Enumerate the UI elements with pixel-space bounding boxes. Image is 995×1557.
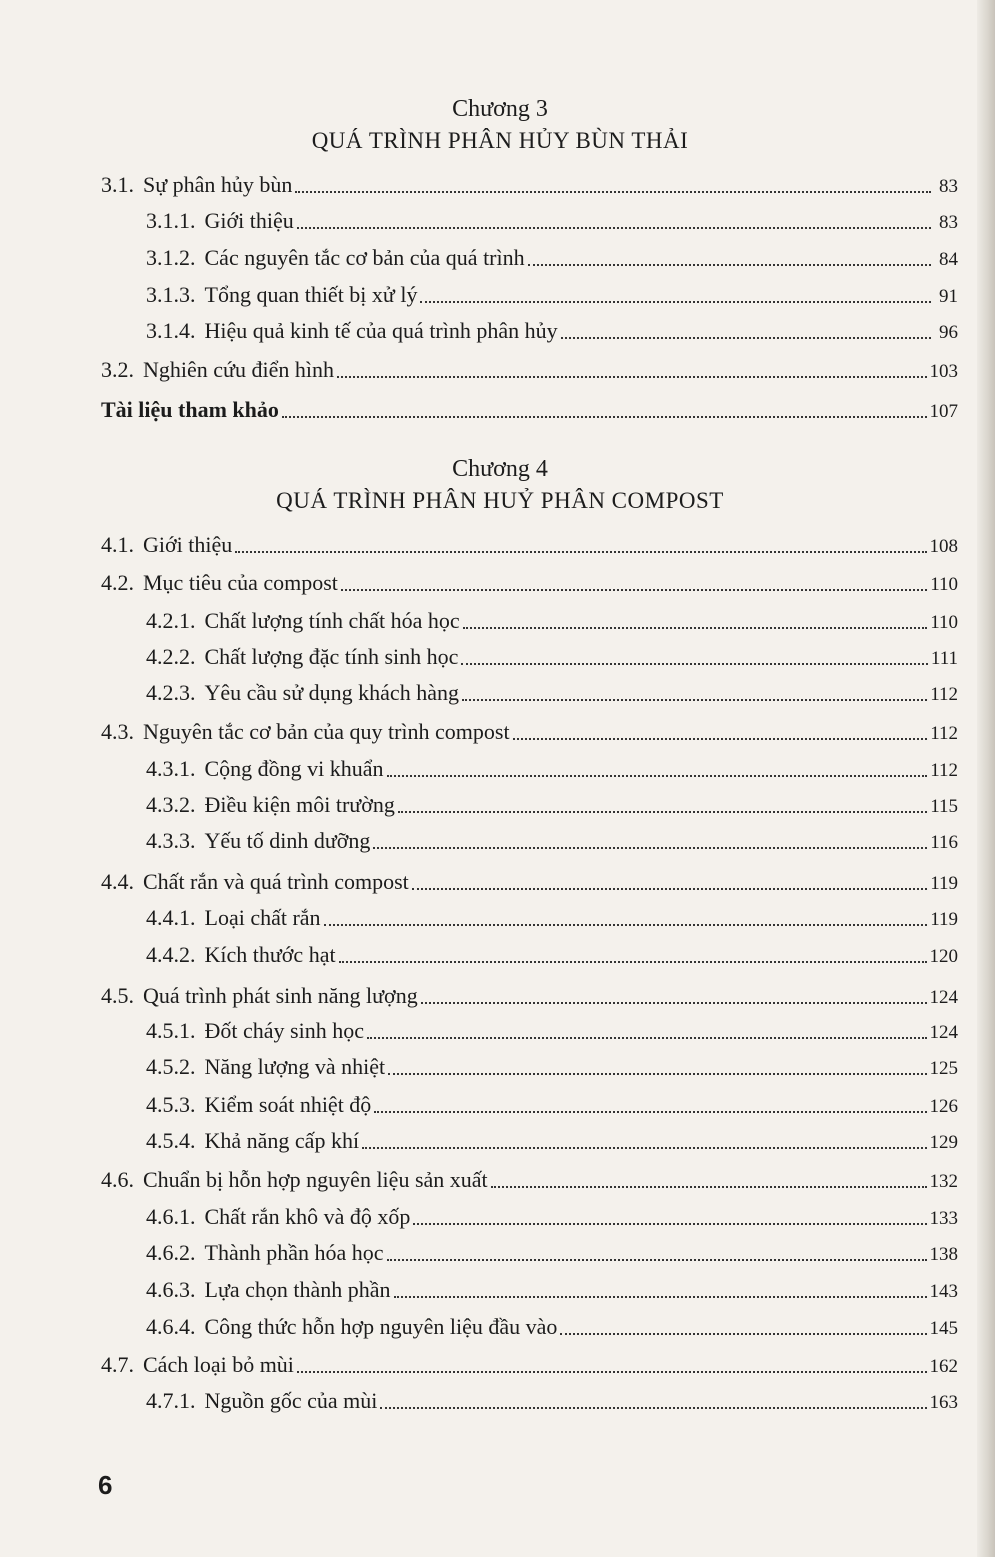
toc-entry-page: 162 bbox=[929, 1356, 958, 1377]
toc-entry-page: 110 bbox=[930, 612, 958, 633]
toc-entry-page: 126 bbox=[929, 1096, 958, 1117]
dot-leader bbox=[561, 337, 931, 339]
toc-entry-3-2[interactable] bbox=[101, 355, 958, 385]
toc-entry-number: 4.5.2. bbox=[146, 1054, 196, 1079]
toc-entry-title: Cộng đồng vi khuẩn bbox=[204, 756, 384, 781]
toc-entry-title: Chất lượng đặc tính sinh học bbox=[204, 644, 459, 669]
toc-entry-page: 119 bbox=[930, 909, 958, 930]
toc-entry-page: 112 bbox=[930, 760, 958, 781]
toc-entry-page: 132 bbox=[929, 1171, 958, 1192]
dot-leader bbox=[394, 1296, 927, 1298]
toc-entry-number: 4.3.1. bbox=[146, 756, 196, 781]
toc-entry-number: 4.3.2. bbox=[146, 792, 196, 817]
toc-entry-title: Kiểm soát nhiệt độ bbox=[204, 1092, 372, 1117]
chapter-4-title: QUÁ TRÌNH PHÂN HUỶ PHÂN COMPOST bbox=[276, 488, 724, 513]
toc-entry-4-2-3[interactable] bbox=[146, 678, 958, 708]
toc-entry-title: Điều kiện môi trường bbox=[204, 792, 395, 817]
dot-leader bbox=[374, 1111, 926, 1113]
toc-entry-4-5-1[interactable] bbox=[146, 1016, 958, 1046]
toc-entry-page: 133 bbox=[929, 1208, 958, 1229]
toc-entry-4-6-3[interactable] bbox=[146, 1275, 958, 1305]
dot-leader bbox=[412, 888, 927, 890]
toc-entry-number: 4.2.1. bbox=[146, 608, 196, 633]
toc-entry-4-5-4[interactable] bbox=[146, 1126, 958, 1156]
toc-entry-title: Sự phân hủy bùn bbox=[143, 172, 293, 197]
toc-entry-number: 3.1.3. bbox=[146, 282, 196, 307]
toc-entry-number: 4.7. bbox=[101, 1352, 134, 1377]
toc-entry-4-7[interactable] bbox=[101, 1350, 958, 1380]
toc-entry-4-4-2[interactable] bbox=[146, 940, 958, 970]
toc-entry-page: 83 bbox=[939, 176, 958, 197]
dot-leader bbox=[513, 738, 928, 740]
toc-entry-3-1[interactable] bbox=[101, 170, 958, 200]
toc-entry-4-5[interactable] bbox=[101, 981, 958, 1011]
toc-entry-number: 4.1. bbox=[101, 532, 134, 557]
toc-entry-page: 96 bbox=[939, 322, 958, 343]
toc-entry-4-5-2[interactable] bbox=[146, 1052, 958, 1082]
dot-leader bbox=[388, 1073, 926, 1075]
toc-entry-4-3-2[interactable] bbox=[146, 790, 958, 820]
toc-entry-title: Nghiên cứu điển hình bbox=[143, 357, 334, 382]
dot-leader bbox=[420, 301, 931, 303]
toc-entry-4-2-1[interactable] bbox=[146, 606, 958, 636]
toc-entry-4-2-2[interactable] bbox=[146, 642, 958, 672]
toc-entry-number: 4.4.1. bbox=[146, 905, 196, 930]
toc-entry-number: 4.6.2. bbox=[146, 1240, 196, 1265]
dot-leader bbox=[413, 1223, 926, 1225]
toc-entry-page: 112 bbox=[930, 684, 958, 705]
toc-entry-title: Loại chất rắn bbox=[204, 905, 321, 930]
toc-entry-title: Kích thước hạt bbox=[204, 942, 336, 967]
toc-entry-number: 3.1.4. bbox=[146, 318, 196, 343]
chapter-4-label: Chương 4 bbox=[452, 456, 548, 482]
toc-entry-number: 4.5. bbox=[101, 983, 134, 1008]
toc-entry-page: 163 bbox=[929, 1392, 958, 1413]
toc-entry-number: 4.2.3. bbox=[146, 680, 196, 705]
toc-entry-page: 115 bbox=[930, 796, 958, 817]
toc-entry-title: Giới thiệu bbox=[204, 208, 294, 233]
page-edge bbox=[977, 0, 995, 1557]
toc-entry-title: Lựa chọn thành phần bbox=[204, 1277, 391, 1302]
toc-entry-page: 112 bbox=[930, 723, 958, 744]
toc-entry-title: Giới thiệu bbox=[143, 532, 233, 557]
dot-leader bbox=[341, 589, 927, 591]
toc-entry-title: Khả năng cấp khí bbox=[204, 1128, 360, 1153]
toc-entry-title: Cách loại bỏ mùi bbox=[143, 1352, 294, 1377]
toc-entry-title: Quá trình phát sinh năng lượng bbox=[143, 983, 418, 1008]
toc-entry-page: 108 bbox=[929, 536, 958, 557]
dot-leader bbox=[421, 1002, 927, 1004]
toc-entry-page: 111 bbox=[930, 648, 958, 669]
toc-entry-3-1-2[interactable] bbox=[146, 243, 958, 273]
toc-entry-title: Yếu tố dinh dưỡng bbox=[204, 828, 371, 853]
dot-leader bbox=[297, 227, 931, 229]
dot-leader bbox=[380, 1407, 926, 1409]
toc-entry-4-3[interactable] bbox=[101, 717, 958, 747]
chapter-3-label: Chương 3 bbox=[452, 96, 548, 122]
toc-entry-page: 91 bbox=[939, 286, 958, 307]
dot-leader bbox=[297, 1371, 927, 1373]
toc-entry-number: 4.2. bbox=[101, 570, 134, 595]
toc-entry-3-1-1[interactable] bbox=[146, 206, 958, 236]
toc-entry-number: 4.3.3. bbox=[146, 828, 196, 853]
dot-leader bbox=[462, 699, 927, 701]
dot-leader bbox=[373, 847, 927, 849]
toc-entry-number: 4.4. bbox=[101, 869, 134, 894]
toc-entry-4-3-1[interactable] bbox=[146, 754, 958, 784]
toc-entry-page: 103 bbox=[929, 361, 958, 382]
toc-entry-page: 120 bbox=[929, 946, 958, 967]
dot-leader bbox=[491, 1186, 927, 1188]
toc-entry-title: Chất rắn khô và độ xốp bbox=[204, 1204, 411, 1229]
toc-entry-title: Đốt cháy sinh học bbox=[204, 1018, 364, 1043]
toc-entry-title: Hiệu quả kinh tế của quá trình phân hủy bbox=[204, 318, 558, 343]
toc-entry-number: 4.6.1. bbox=[146, 1204, 196, 1229]
toc-entry-number: 4.3. bbox=[101, 719, 134, 744]
dot-leader bbox=[367, 1037, 927, 1039]
toc-entry-page: 143 bbox=[929, 1281, 958, 1302]
toc-entry-4-4[interactable] bbox=[101, 867, 958, 897]
chapter-3-heading bbox=[0, 94, 995, 158]
toc-entry-title: Các nguyên tắc cơ bản của quá trình bbox=[204, 245, 525, 270]
dot-leader bbox=[295, 191, 931, 193]
toc-entry-page: 125 bbox=[929, 1058, 958, 1079]
toc-entry-page: 119 bbox=[930, 873, 958, 894]
dot-leader bbox=[337, 376, 927, 378]
toc-entry-page: 124 bbox=[929, 987, 958, 1008]
toc-entry-4-4-1[interactable] bbox=[146, 903, 958, 933]
toc-entry-page: 84 bbox=[939, 249, 958, 270]
toc-entry-4-6-1[interactable] bbox=[146, 1202, 958, 1232]
toc-entry-title: Chất rắn và quá trình compost bbox=[143, 869, 409, 894]
toc-entry-3-1-3[interactable] bbox=[146, 280, 958, 310]
toc-entry-4-1[interactable] bbox=[101, 530, 958, 560]
dot-leader bbox=[387, 1259, 927, 1261]
toc-entry-number: 4.5.3. bbox=[146, 1092, 196, 1117]
toc-entry-title: Chất lượng tính chất hóa học bbox=[204, 608, 460, 633]
toc-entry-references-3[interactable] bbox=[101, 395, 958, 425]
toc-entry-4-6-2[interactable] bbox=[146, 1238, 958, 1268]
toc-entry-number: 3.1. bbox=[101, 172, 134, 197]
toc-entry-4-6[interactable] bbox=[101, 1165, 958, 1195]
toc-entry-number: 3.2. bbox=[101, 357, 134, 382]
toc-entry-number: 4.6.3. bbox=[146, 1277, 196, 1302]
toc-entry-title: Yêu cầu sử dụng khách hàng bbox=[204, 680, 459, 705]
toc-entry-number: 4.7.1. bbox=[146, 1388, 196, 1413]
toc-entry-page: 116 bbox=[930, 832, 958, 853]
toc-entry-title: Chuẩn bị hỗn hợp nguyên liệu sản xuất bbox=[143, 1167, 488, 1192]
toc-entry-number: 3.1.1. bbox=[146, 208, 196, 233]
toc-entry-page: 107 bbox=[929, 401, 958, 422]
toc-entry-4-5-3[interactable] bbox=[146, 1090, 958, 1120]
toc-entry-title: Tổng quan thiết bị xử lý bbox=[204, 282, 418, 307]
toc-entry-page: 110 bbox=[930, 574, 958, 595]
toc-entry-page: 138 bbox=[929, 1244, 958, 1265]
toc-entry-title: Mục tiêu của compost bbox=[143, 570, 338, 595]
toc-entry-number: 4.2.2. bbox=[146, 644, 196, 669]
toc-entry-title: Nguồn gốc của mùi bbox=[204, 1388, 378, 1413]
dot-leader bbox=[398, 811, 927, 813]
dot-leader bbox=[528, 264, 931, 266]
toc-entry-number: 4.6. bbox=[101, 1167, 134, 1192]
dot-leader bbox=[461, 663, 927, 665]
toc-entry-title: Thành phần hóa học bbox=[204, 1240, 384, 1265]
toc-entry-number: 4.4.2. bbox=[146, 942, 196, 967]
dot-leader bbox=[463, 627, 928, 629]
toc-entry-number: 4.5.4. bbox=[146, 1128, 196, 1153]
toc-entry-title: Tài liệu tham khảo bbox=[101, 397, 279, 422]
page-number: 6 bbox=[98, 1470, 113, 1500]
chapter-3-title: QUÁ TRÌNH PHÂN HỦY BÙN THẢI bbox=[311, 128, 689, 153]
toc-entry-4-3-3[interactable] bbox=[146, 826, 958, 856]
dot-leader bbox=[387, 775, 928, 777]
toc-entry-4-2[interactable] bbox=[101, 568, 958, 598]
toc-entry-page: 83 bbox=[939, 212, 958, 233]
toc-entry-title: Năng lượng và nhiệt bbox=[204, 1054, 386, 1079]
dot-leader bbox=[324, 924, 928, 926]
dot-leader bbox=[339, 961, 927, 963]
toc-entry-number: 3.1.2. bbox=[146, 245, 196, 270]
toc-entry-title: Công thức hỗn hợp nguyên liệu đầu vào bbox=[204, 1314, 558, 1339]
toc-entry-3-1-4[interactable] bbox=[146, 316, 958, 346]
toc-entry-4-6-4[interactable] bbox=[146, 1312, 958, 1342]
chapter-4-heading bbox=[0, 454, 995, 518]
dot-leader bbox=[235, 551, 926, 553]
toc-entry-page: 145 bbox=[929, 1318, 958, 1339]
toc-entry-number: 4.6.4. bbox=[146, 1314, 196, 1339]
toc-entry-page: 129 bbox=[929, 1132, 958, 1153]
dot-leader bbox=[362, 1147, 926, 1149]
toc-entry-number: 4.5.1. bbox=[146, 1018, 196, 1043]
toc-entry-page: 124 bbox=[929, 1022, 958, 1043]
dot-leader bbox=[560, 1333, 926, 1335]
toc-entry-title: Nguyên tắc cơ bản của quy trình compost bbox=[143, 719, 510, 744]
toc-entry-4-7-1[interactable] bbox=[146, 1386, 958, 1416]
dot-leader bbox=[282, 416, 927, 418]
